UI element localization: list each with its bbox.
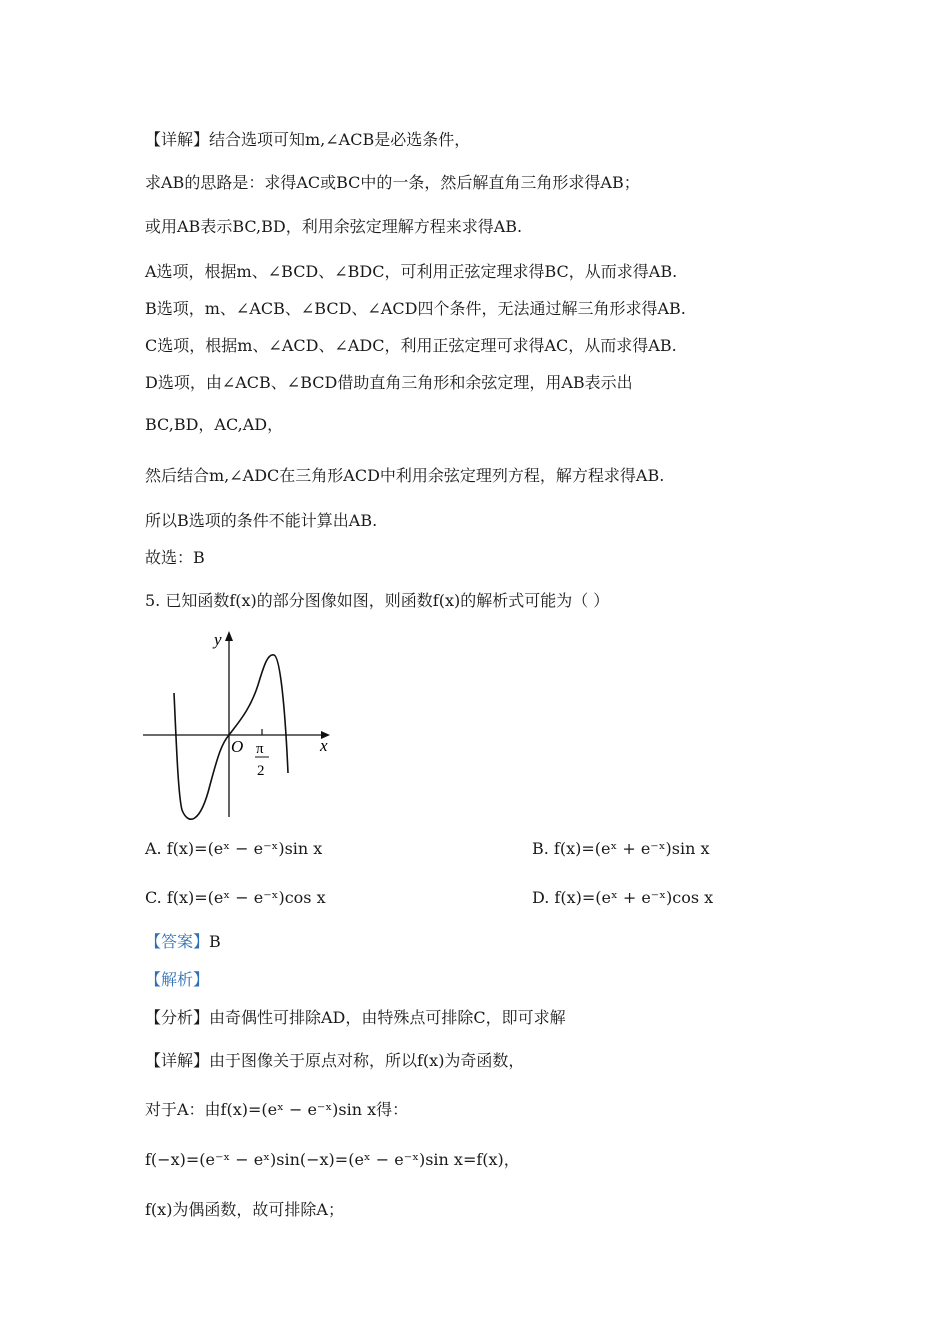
tick-label-numerator: π <box>256 741 264 757</box>
answer-line <box>145 932 221 952</box>
tick-label-denominator: 2 <box>257 763 265 779</box>
question-5: 5. 已知函数f(x)的部分图像如图，则函数f(x)的解析式可能为（ ） <box>145 591 610 610</box>
line-14: 对于A：由f(x)=(eˣ − e⁻ˣ)sin x得： <box>145 1100 409 1119</box>
option-a: A. f(x)=(eˣ − e⁻ˣ)sin x <box>145 839 323 858</box>
line-15: f(−x)=(e⁻ˣ − eˣ)sin(−x)=(eˣ − e⁻ˣ)sin x=f(x)， <box>145 1150 520 1169</box>
function-graph <box>140 625 340 825</box>
line-4: A选项，根据m、∠BCD、∠BDC，可利用正弦定理求得BC，从而求得AB. <box>145 262 678 281</box>
x-axis-label: x <box>320 736 328 755</box>
answer-label: 【答案】 <box>145 932 210 951</box>
option-d: D. f(x)=(eˣ + e⁻ˣ)cos x <box>532 888 714 907</box>
line-3: 或用AB表示BC,BD，利用余弦定理解方程来求得AB. <box>145 217 523 236</box>
line-10: 所以B选项的条件不能计算出AB. <box>145 511 378 530</box>
analysis-label: 【解析】 <box>145 970 210 989</box>
line-7: D选项，由∠ACB、∠BCD借助直角三角形和余弦定理，用AB表示出 <box>145 373 633 392</box>
line-5: B选项，m、∠ACB、∠BCD、∠ACD四个条件，无法通过解三角形求得AB. <box>145 299 686 318</box>
option-c: C. f(x)=(eˣ − e⁻ˣ)cos x <box>145 888 326 907</box>
y-axis-label: y <box>214 630 222 649</box>
line-9: 然后结合m,∠ADC在三角形ACD中利用余弦定理列方程，解方程求得AB. <box>145 466 665 485</box>
y-axis-arrow <box>225 631 233 641</box>
option-b: B. f(x)=(eˣ + e⁻ˣ)sin x <box>532 839 710 858</box>
line-6: C选项，根据m、∠ACD、∠ADC，利用正弦定理可求得AC，从而求得AB. <box>145 336 677 355</box>
line-2: 求AB的思路是：求得AC或BC中的一条，然后解直角三角形求得AB； <box>145 173 640 192</box>
line-13: 【详解】由于图像关于原点对称，所以f(x)为奇函数， <box>145 1051 525 1070</box>
line-12: 【分析】由奇偶性可排除AD，由特殊点可排除C，即可求解 <box>145 1008 566 1027</box>
line-16: f(x)为偶函数，故可排除A； <box>145 1200 344 1219</box>
origin-label: O <box>231 737 244 756</box>
answer-value: B <box>209 932 221 951</box>
line-8: BC,BD，AC,AD， <box>145 415 284 434</box>
line-11: 故选：B <box>145 548 205 567</box>
line-1: 【详解】结合选项可知m,∠ACB是必选条件， <box>145 130 471 149</box>
